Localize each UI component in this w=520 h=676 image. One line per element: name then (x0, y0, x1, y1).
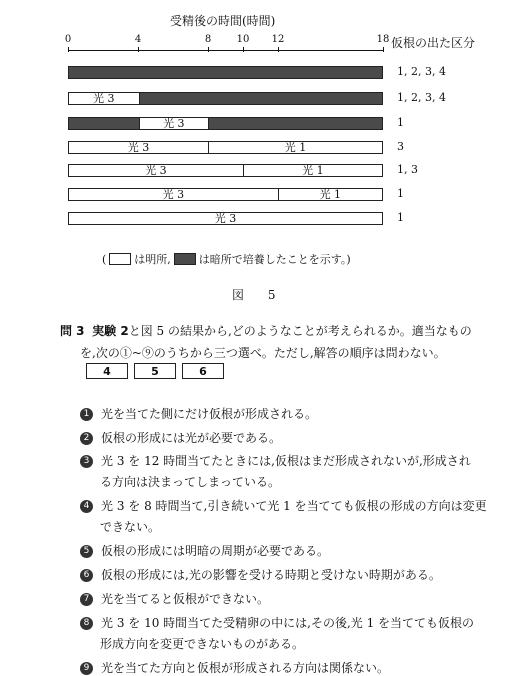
rhizoid-result: 3 (397, 140, 404, 153)
choice-continuation: る方向は決まってしまっている。 (100, 475, 281, 489)
choice-number-icon: 6 (80, 569, 93, 582)
choice-text: 仮根の形成には,光の影響を受ける時期と受けない時期がある。 (101, 568, 441, 582)
choice-number-icon: 4 (80, 500, 93, 513)
choice-text: 光を当てると仮根ができない。 (101, 592, 270, 606)
choice-text: 仮根の形成には明暗の周期が必要である。 (101, 544, 330, 558)
condition-bar (68, 164, 383, 177)
question-line-2: を,次の①~⑨のうちから三つ選べ。ただし,解答の順序は問わない。 (80, 346, 446, 360)
column-header: 仮根の出た区分 (391, 36, 476, 50)
choice-continuation: 形成方向を変更できないものがある。 (100, 637, 305, 651)
rhizoid-result: 1, 3 (397, 163, 418, 176)
tick-label: 10 (236, 34, 250, 45)
light-segment: 光 3 (69, 165, 243, 176)
condition-bar (68, 212, 383, 225)
light-segment: 光 3 (69, 93, 139, 104)
choice-text: 光 3 を 12 時間当てたときには,仮根はまだ形成されないが,形成され (101, 454, 471, 468)
light-segment: 光 3 (69, 142, 208, 153)
tick-label: 0 (64, 34, 72, 45)
question-number: 問 3 (60, 324, 85, 338)
tick-mark (383, 47, 384, 52)
question-text: と図 5 の結果から,どのようなことが考えられるか。適当なもの (128, 324, 472, 338)
rhizoid-result: 1 (397, 211, 404, 224)
light-segment: 光 3 (69, 189, 278, 200)
rhizoid-result: 1, 2, 3, 4 (397, 65, 446, 78)
tick-mark (243, 47, 244, 52)
condition-bar (68, 92, 383, 105)
light-segment: 光 3 (69, 213, 382, 224)
legend-light-swatch (109, 253, 131, 265)
axis-line (68, 50, 383, 51)
answer-box-2: 5 (134, 363, 176, 379)
choice-text: 光 3 を 8 時間当て,引き続いて光 1 を当てても仮根の形成の方向は変更 (101, 499, 487, 513)
rhizoid-result: 1 (397, 116, 404, 129)
tick-mark (208, 47, 209, 52)
tick-mark (138, 47, 139, 52)
choice-number-icon: 9 (80, 662, 93, 675)
choice-text: 光 3 を 10 時間当てた受精卵の中には,その後,光 1 を当てても仮根の (101, 616, 475, 630)
condition-bar (68, 66, 383, 79)
choice-2 (80, 429, 281, 446)
condition-bar (68, 188, 383, 201)
legend-open: ( (102, 252, 107, 266)
choice-8 (80, 614, 474, 631)
light-segment: 光 1 (243, 165, 382, 176)
tick-mark (278, 47, 279, 52)
light-segment: 光 1 (208, 142, 382, 153)
dark-segment (208, 118, 382, 129)
question-lead: 実験 2 (92, 324, 129, 338)
tick-label: 12 (271, 34, 285, 45)
rhizoid-result: 1 (397, 187, 404, 200)
dark-segment (139, 93, 382, 104)
choice-number-icon: 8 (80, 617, 93, 630)
choice-3 (80, 452, 471, 469)
choice-text: 光を当てた側にだけ仮根が形成される。 (101, 407, 318, 421)
choice-number-icon: 3 (80, 455, 93, 468)
choice-number-icon: 5 (80, 545, 93, 558)
tick-label: 4 (134, 34, 142, 45)
choice-7 (80, 590, 269, 607)
choice-1 (80, 405, 317, 422)
choice-number-icon: 7 (80, 593, 93, 606)
legend-dark-text: は暗所で培養したことを示す。) (198, 253, 351, 266)
condition-bar (68, 141, 383, 154)
choice-4 (80, 497, 487, 514)
condition-bar (68, 117, 383, 130)
light-segment: 光 1 (278, 189, 382, 200)
answer-box-1: 4 (86, 363, 128, 379)
rhizoid-result: 1, 2, 3, 4 (397, 91, 446, 104)
legend (102, 251, 351, 267)
time-axis (0, 0, 520, 60)
choice-number-icon: 1 (80, 408, 93, 421)
tick-mark (68, 47, 69, 52)
dark-segment (69, 118, 139, 129)
choice-text: 仮根の形成には光が必要である。 (101, 431, 282, 445)
choice-9 (80, 659, 389, 676)
choice-number-icon: 2 (80, 432, 93, 445)
dark-segment (69, 67, 382, 78)
legend-light-text: は明所, (134, 253, 171, 266)
choice-6 (80, 566, 441, 583)
question-line-1 (60, 322, 472, 339)
light-segment: 光 3 (139, 118, 209, 129)
choice-5 (80, 542, 329, 559)
figure-caption: 図 5 (232, 288, 286, 302)
choice-text: 光を当てた方向と仮根が形成される方向は関係ない。 (101, 661, 390, 675)
tick-label: 8 (204, 34, 212, 45)
axis-title: 受精後の時間(時間) (170, 14, 276, 28)
legend-dark-swatch (174, 253, 196, 265)
answer-box-3: 6 (182, 363, 224, 379)
tick-label: 18 (376, 34, 390, 45)
choice-continuation: できない。 (100, 520, 161, 534)
